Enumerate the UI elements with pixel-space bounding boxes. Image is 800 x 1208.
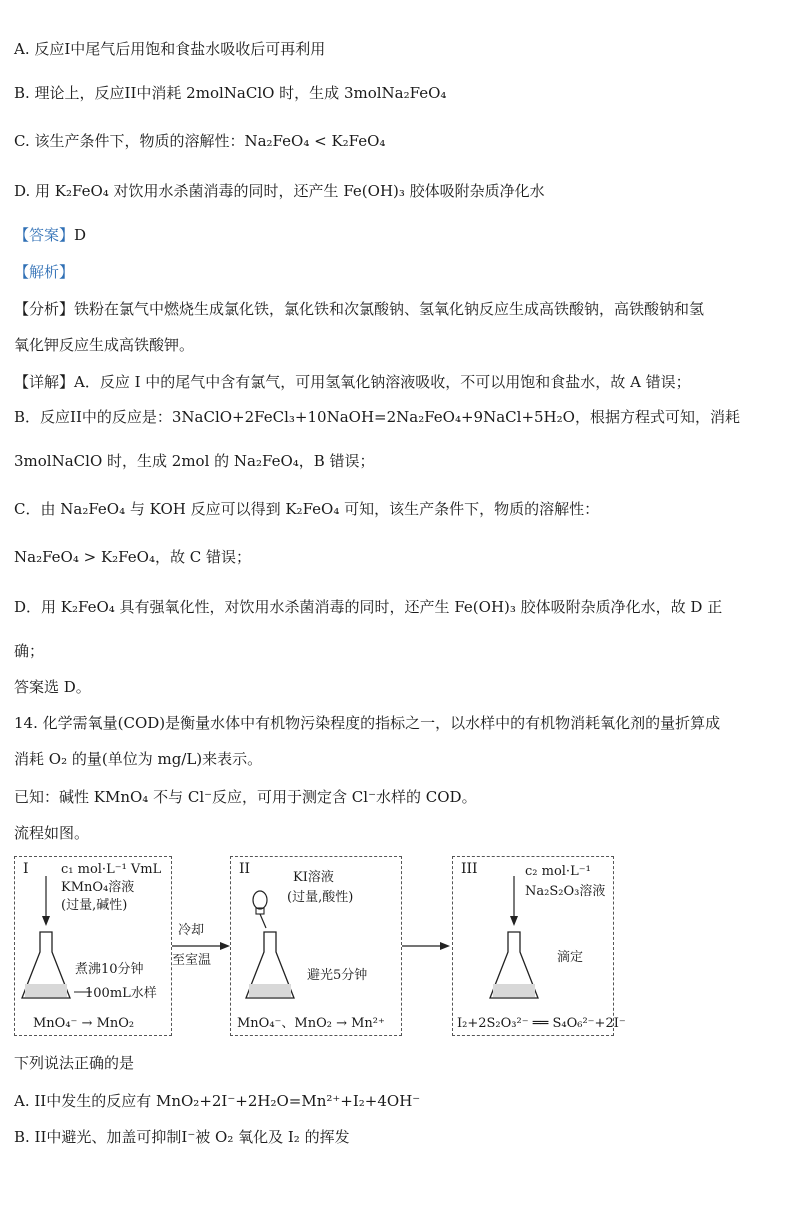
option-d: D. 用 K₂FeO₄ 对饮用水杀菌消毒的同时，还产生 Fe(OH)₃ 胶体吸附杂质净化水 [14,182,545,200]
question-prompt: 下列说法正确的是 [14,1054,135,1072]
step-label: I [23,861,29,877]
flow-diagram [14,856,626,1036]
arrow-label-top: 冷却 [178,923,205,938]
option-b: B. 理论上，反应II中消耗 2molNaClO 时，生成 3molNa₂FeO₄ [14,84,447,102]
step-equation: MnO₄⁻ → MnO₂ [33,1016,135,1031]
detail-c-1: C．由 Na₂FeO₄ 与 KOH 反应可以得到 K₂FeO₄ 可知，该生产条件下，物质的溶解性： [14,500,600,518]
option-c: C. 该生产条件下，物质的溶解性：Na₂FeO₄ < K₂FeO₄ [14,132,386,150]
arrow-label-bottom: 至室温 [172,953,212,968]
step-equation: MnO₄⁻、MnO₂ → Mn²⁺ [237,1016,385,1031]
step-equation: I₂+2S₂O₃²⁻ ══ S₄O₆²⁻+2I⁻ [457,1016,626,1031]
q14-known: 已知：碱性 KMnO₄ 不与 Cl⁻反应，可用于测定含 Cl⁻水样的 COD。 [14,788,477,806]
reagent-concentration: c₂ mol·L⁻¹ [525,864,591,879]
q14-option-a: A. II中发生的反应有 MnO₂+2I⁻+2H₂O=Mn²⁺+I₂+4OH⁻ [14,1092,421,1110]
detail-a: 【详解】A．反应 I 中的尾气中含有氯气，可用氢氧化钠溶液吸收，不可以用饱和食盐水，故 A 错误； [14,373,691,391]
q14-flow-intro: 流程如图。 [14,824,90,842]
reagent-condition: (过量,碱性) [61,898,128,913]
reagent-condition: (过量,酸性) [287,890,354,905]
detail-c-2: Na₂FeO₄ > K₂FeO₄，故 C 错误； [14,548,251,566]
q14-line-2: 消耗 O₂ 的量(单位为 mg/L)来表示。 [14,750,263,768]
detail-b-1: B．反应II中的反应是：3NaClO+2FeCl₃+10NaOH=2Na₂FeO₄+9NaCl+5H₂O，根据方程式可知，消耗 [14,408,740,426]
step-box-1 [14,856,172,1036]
step-box-2 [230,856,402,1036]
reagent-name: Na₂S₂O₃溶液 [525,884,606,899]
step-box-3 [452,856,626,1036]
reagent-name: KMnO₄溶液 [61,880,135,895]
step-label: III [461,861,478,877]
reagent-concentration: c₁ mol·L⁻¹ VmL [61,862,162,877]
q14-line-1: 14. 化学需氧量(COD)是衡量水体中有机物污染程度的指标之一，以水样中的有机物消耗氧化剂的量折算成 [14,714,721,732]
option-a: A. 反应I中尾气后用饱和食盐水吸收后可再利用 [14,40,326,58]
q14-option-b: B. II中避光、加盖可抑制I⁻被 O₂ 氧化及 I₂ 的挥发 [14,1128,350,1146]
detail-d-2: 确； [14,642,45,660]
step-operation: 滴定 [557,950,584,965]
step-operation: 煮沸10分钟 [75,962,144,977]
step-operation: 避光5分钟 [307,968,368,983]
answer: 【答案】D [14,226,87,244]
analysis-line-1: 【分析】铁粉在氯气中燃烧生成氯化铁，氯化铁和次氯酸钠、氢氧化钠反应生成高铁酸钠，高铁酸钠和氢 [14,300,705,318]
analysis-line-2: 氧化钾反应生成高铁酸钾。 [14,336,195,354]
step-label: II [239,861,251,877]
detail-b-2: 3molNaClO 时，生成 2mol 的 Na₂FeO₄，B 错误； [14,452,375,470]
sample-label: 100mL水样 [85,986,157,1001]
answer-choice: 答案选 D。 [14,678,91,696]
detail-d-1: D．用 K₂FeO₄ 具有强氧化性，对饮用水杀菌消毒的同时，还产生 Fe(OH)₃ 胶体吸附杂质净化水，故 D 正 [14,598,723,616]
reagent-name: KI溶液 [293,870,334,885]
analysis-heading: 【解析】 [14,263,75,281]
